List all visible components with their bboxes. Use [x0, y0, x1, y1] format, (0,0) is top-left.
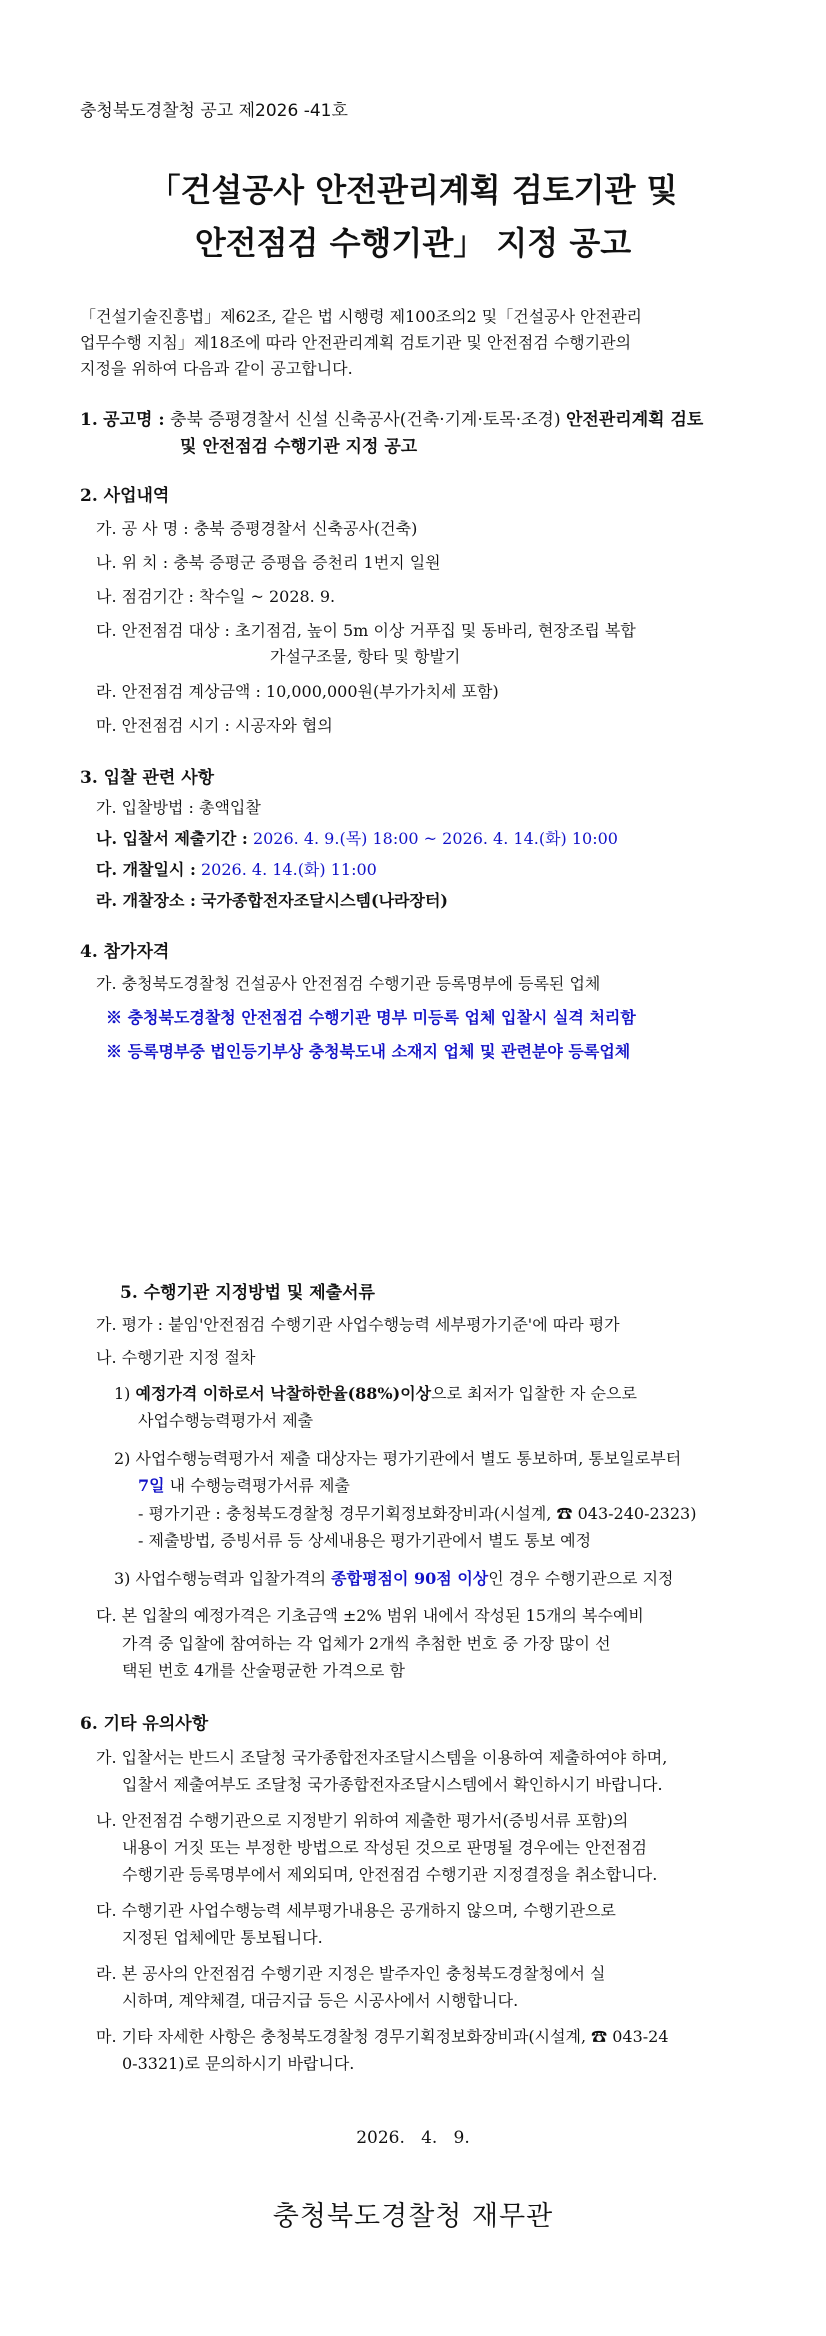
- s5-proc-1-line2: 사업수행능력평가서 제출: [138, 1411, 314, 1430]
- s5-proc-1-rest: 으로 최저가 입찰한 자 순으로: [431, 1384, 637, 1403]
- s2-item-period: 나. 점검기간 : 착수일 ~ 2028. 9.: [96, 587, 336, 606]
- s5-da-line3: 택된 번호 4개를 산술평균한 가격으로 함: [122, 1661, 405, 1680]
- s6-da-line2: 지정된 업체에만 통보됩니다.: [122, 1928, 323, 1947]
- s3-deadline-label: 나. 입찰서 제출기간 :: [96, 829, 248, 848]
- s2-item-location: 나. 위 치 : 충북 증평군 증평읍 증천리 1번지 일원: [96, 553, 441, 572]
- s6-ga-line1: 가. 입찰서는 반드시 조달청 국가종합전자조달시스템을 이용하여 제출하여야 하며,: [96, 1748, 668, 1767]
- s5-proc-2-rest: 내 수행능력평가서류 제출: [164, 1476, 350, 1495]
- section-5-heading: 5. 수행기관 지정방법 및 제출서류: [120, 1283, 375, 1303]
- intro-line-2: 업무수행 지침」제18조에 따라 안전관리계획 검토기관 및 안전점검 수행기관의: [80, 333, 632, 352]
- intro-line-3: 지정을 위하여 다음과 같이 공고합니다.: [80, 359, 353, 378]
- s3-opening: [96, 857, 377, 880]
- s5-proc-3-score: 종합평점이 90점 이상: [331, 1569, 489, 1588]
- section-1-label: 공고명 :: [103, 410, 165, 430]
- section-4-heading: 4. 참가자격: [80, 942, 170, 962]
- s3-opening-label: 다. 개찰일시 :: [96, 860, 196, 879]
- section-1-line2: 및 안전점검 수행기관 지정 공고: [180, 437, 418, 457]
- s6-na-line2: 내용이 거짓 또는 부정한 방법으로 작성된 것으로 판명될 경우에는 안전점검: [122, 1838, 647, 1857]
- section-1-heading: [80, 405, 703, 430]
- s6-da-line1: 다. 수행기관 사업수행능력 세부평가내용은 공개하지 않으며, 수행기관으로: [96, 1901, 616, 1920]
- s5-proc-3-a: 사업수행능력과 입찰가격의: [135, 1569, 332, 1588]
- s3-method: 가. 입찰방법 : 총액입찰: [96, 798, 261, 817]
- section-6-heading: 6. 기타 유의사항: [80, 1714, 209, 1734]
- s5-proc-2-text: 사업수행능력평가서 제출 대상자는 평가기관에서 별도 통보하며, 통보일로부터: [135, 1449, 682, 1468]
- s2-item-target-cont: 가설구조물, 항타 및 항발기: [270, 647, 461, 666]
- s5-proc-1-num: 1): [114, 1384, 131, 1403]
- s2-item-amount: 라. 안전점검 계상금액 : 10,000,000원(부가가치세 포함): [96, 682, 499, 701]
- s3-place: [96, 888, 448, 911]
- s5-proc-2-line2: [138, 1473, 350, 1496]
- notice-date: 2026. 4. 9.: [356, 2128, 470, 2148]
- page-title-line2: 안전점검 수행기관」 지정 공고: [194, 224, 632, 262]
- s3-opening-value: 2026. 4. 14.(화) 11:00: [201, 860, 377, 879]
- s5-proc-3: [114, 1566, 674, 1589]
- issuer-signature: 충청북도경찰청 재무관: [272, 2201, 554, 2232]
- s6-ma-line1: 마. 기타 자세한 사항은 충청북도경찰청 경무기획정보화장비과(시설계, ☎ 043-24: [96, 2027, 669, 2046]
- s5-proc-1-bold: 예정가격 이하로서 낙찰하한율(88%)이상: [135, 1384, 432, 1403]
- s4-note-1: ※ 충청북도경찰청 안전점검 수행기관 명부 미등록 업체 입찰시 실격 처리함: [106, 1008, 636, 1027]
- s6-ma-line2: 0-3321)로 문의하시기 바랍니다.: [122, 2054, 355, 2073]
- s5-proc-title: 나. 수행기관 지정 절차: [96, 1348, 256, 1367]
- s5-proc-2: [114, 1446, 681, 1469]
- s3-place-value: 국가종합전자조달시스템(나라장터): [201, 891, 448, 910]
- section-3-heading: 3. 입찰 관련 사항: [80, 768, 215, 788]
- s2-item-name: 가. 공 사 명 : 충북 증평경찰서 신축공사(건축): [96, 519, 418, 538]
- s5-proc-3-num: 3): [114, 1569, 131, 1588]
- s5-proc-2-num: 2): [114, 1449, 131, 1468]
- s5-proc-2-sub2: - 제출방법, 증빙서류 등 상세내용은 평가기관에서 별도 통보 예정: [138, 1531, 592, 1550]
- s5-da-line2: 가격 중 입찰에 참여하는 각 업체가 2개씩 추첨한 번호 중 가장 많이 선: [122, 1634, 611, 1653]
- s3-place-label: 라. 개찰장소 :: [96, 891, 196, 910]
- s5-proc-1: [114, 1381, 637, 1404]
- s6-ra-line1: 라. 본 공사의 안전점검 수행기관 지정은 발주자인 충청북도경찰청에서 실: [96, 1964, 606, 1983]
- s6-na-line1: 나. 안전점검 수행기관으로 지정받기 위하여 제출한 평가서(증빙서류 포함)의: [96, 1811, 629, 1830]
- s4-note-2: ※ 등록명부중 법인등기부상 충청북도내 소재지 업체 및 관련분야 등록업체: [106, 1042, 631, 1061]
- s5-proc-3-b: 인 경우 수행기관으로 지정: [488, 1569, 674, 1588]
- section-1-text: 충북 증평경찰서 신설 신축공사(건축·기계·토목·조경): [170, 410, 561, 430]
- doc-number: 충청북도경찰청 공고 제2026 -41호: [80, 101, 348, 121]
- s3-deadline-value: 2026. 4. 9.(목) 18:00 ~ 2026. 4. 14.(화) 10:00: [252, 829, 618, 848]
- section-2-heading: 2. 사업내역: [80, 486, 170, 506]
- section-1-bold-text: 안전관리계획 검토: [566, 410, 704, 430]
- s4-item: 가. 충청북도경찰청 건설공사 안전점검 수행기관 등록명부에 등록된 업체: [96, 974, 601, 993]
- s5-proc-2-days: 7일: [138, 1476, 165, 1495]
- s5-proc-2-sub1: - 평가기관 : 충청북도경찰청 경무기획정보화장비과(시설계, ☎ 043-240-2323): [138, 1504, 697, 1523]
- page-title-line1: 「건설공사 안전관리계획 검토기관 및: [148, 171, 678, 209]
- intro-line-1: 「건설기술진흥법」제62조, 같은 법 시행령 제100조의2 및「건설공사 안전관리: [80, 307, 642, 326]
- section-1-number: 1.: [80, 410, 98, 430]
- s6-ga-line2: 입찰서 제출여부도 조달청 국가종합전자조달시스템에서 확인하시기 바랍니다.: [122, 1775, 663, 1794]
- s5-da-line1: 다. 본 입찰의 예정가격은 기초금액 ±2% 범위 내에서 작성된 15개의 복수예비: [96, 1606, 644, 1625]
- s5-eval: 가. 평가 : 붙임'안전점검 수행기관 사업수행능력 세부평가기준'에 따라 평가: [96, 1315, 620, 1334]
- s2-item-timing: 마. 안전점검 시기 : 시공자와 협의: [96, 716, 333, 735]
- s2-item-target: 다. 안전점검 대상 : 초기점검, 높이 5m 이상 거푸집 및 동바리, 현장조립 복합: [96, 621, 636, 640]
- s6-ra-line2: 시하며, 계약체결, 대금지급 등은 시공사에서 시행합니다.: [122, 1991, 519, 2010]
- s3-deadline: [96, 826, 618, 849]
- s6-na-line3: 수행기관 등록명부에서 제외되며, 안전점검 수행기관 지정결정을 취소합니다.: [122, 1865, 658, 1884]
